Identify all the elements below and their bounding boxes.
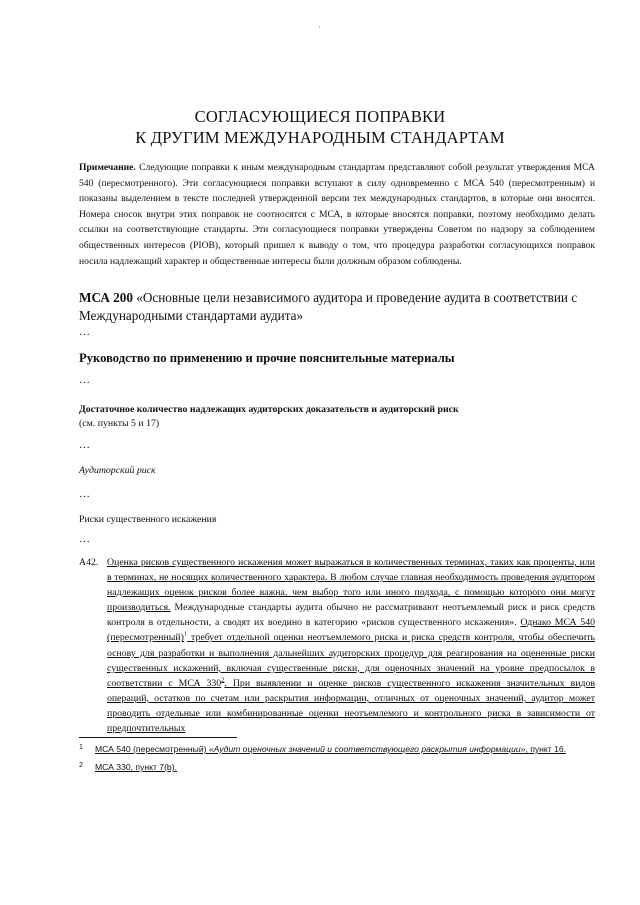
footnote-ref-1[interactable]: 1 xyxy=(183,631,188,639)
footnote-2 xyxy=(79,762,177,772)
footnote-divider xyxy=(79,737,237,738)
heading-evidence-ref: (см. пункты 5 и 17) xyxy=(79,418,160,429)
footnote-2-text: МСА 330, пункт 7(b). xyxy=(95,762,177,772)
heading-guidance: Руководство по применению и прочие пояснительные материалы xyxy=(79,351,455,365)
heading-evidence: Достаточное количество надлежащих аудиторских доказательств и аудиторский риск xyxy=(79,404,459,415)
standard-name: «Основные цели независимого аудитора и проведение аудита в соответствии с Международными стандартами аудита» xyxy=(79,290,578,323)
note-label: Примечание. xyxy=(79,162,136,173)
heading-audit-risk: Аудиторский риск xyxy=(79,465,156,476)
para-sentence-3: Однако МСА 540 (пересмотренный) xyxy=(107,617,596,644)
standard-heading xyxy=(79,289,599,324)
footnote-ref-2[interactable]: 2 xyxy=(221,676,225,684)
para-sentence-1: Оценка рисков существенного искажения может выражаться в количественных терминах, таких как проценты, или в терминах, не носящих количественного характера. В любом случае главная необходимость проведения аудитором надлежащих оценок рисков более важна, чем выбор того или иного подхода, с помощью которого они могут производиться. xyxy=(107,557,595,614)
para-sentence-2: Международные стандарты аудита обычно не рассматривают неотъемлемый риск и риск средств контроля в отдельности, а сводят их воедино в категорию «рисков существенного искажения». xyxy=(107,602,595,629)
note-paragraph xyxy=(79,160,595,269)
heading-material-risk: Риски существенного искажения xyxy=(79,514,217,525)
top-mark: · xyxy=(318,22,321,32)
note-text: Следующие поправки к иным международным стандартам представляют собой результат утверждения МСА 540 (пересмотренного). Эти согласующиеся поправки вступают в силу одновременно с МСА 540 (пересмотренным) и показаны выделением в тексте последней утвержденной версии тех международных стандартов, в которые они вносятся. Номера сносок внутри этих поправок не соотносятся с МСА, в которые вносятся поправки, поэтому необходимо делать ссылки на соответствующие стандарты. Эти согласующиеся поправки утверждены Советом по надзору за соблюдением общественных интересов (PIOB), который пришел к выводу о том, что процедура разработки согласующихся поправок носила надлежащий характер и общественные интересы были должным образом соблюдены. xyxy=(79,162,595,267)
paragraph-a42 xyxy=(107,555,595,736)
document-title-line1: СОГЛАСУЮЩИЕСЯ ПОПРАВКИ xyxy=(194,107,446,126)
footnote-1-mark: 1 xyxy=(79,744,83,751)
document-title-line2: К ДРУГИМ МЕЖДУНАРОДНЫМ СТАНДАРТАМ xyxy=(135,128,505,147)
standard-code: МСА 200 xyxy=(79,290,133,305)
footnote-2-mark: 2 xyxy=(79,762,83,769)
para-sentence-4: требует отдельной оценки неотъемлемого риска и риска средств контроля, чтобы обеспечить основу для разработки и выполнения дальнейших аудиторских процедур для реагирования на оцененные риски существенных искажений, включая существенные риски, для оценочных значений на уровне предпосылок в соответствии с МСА 330 xyxy=(107,632,595,689)
footnote-1 xyxy=(79,744,566,754)
para-sentence-5: . При выявлении и оценке рисков существенного искажения значительных видов операций, остатков по счетам или раскрытия информации, отличных от оценочных значений, аудитор может проводить отдельные или комбинированные оценки неотъемлемого и контрольного риска в зависимости от предпочтительных xyxy=(107,677,595,735)
footnote-1-post: , пункт 16. xyxy=(525,744,567,754)
paragraph-number: A42. xyxy=(79,557,99,568)
ellipsis-3: … xyxy=(79,439,91,451)
ellipsis-2: … xyxy=(79,374,91,386)
footnote-1-pre: МСА 540 (пересмотренный) xyxy=(95,744,209,754)
ellipsis-5: … xyxy=(79,533,91,545)
footnote-1-text xyxy=(95,744,566,754)
ellipsis-4: … xyxy=(79,488,91,500)
footnote-1-title: «Аудит оценочных значений и соответствующего раскрытия информации» xyxy=(208,744,526,754)
ellipsis-1: … xyxy=(79,326,91,338)
